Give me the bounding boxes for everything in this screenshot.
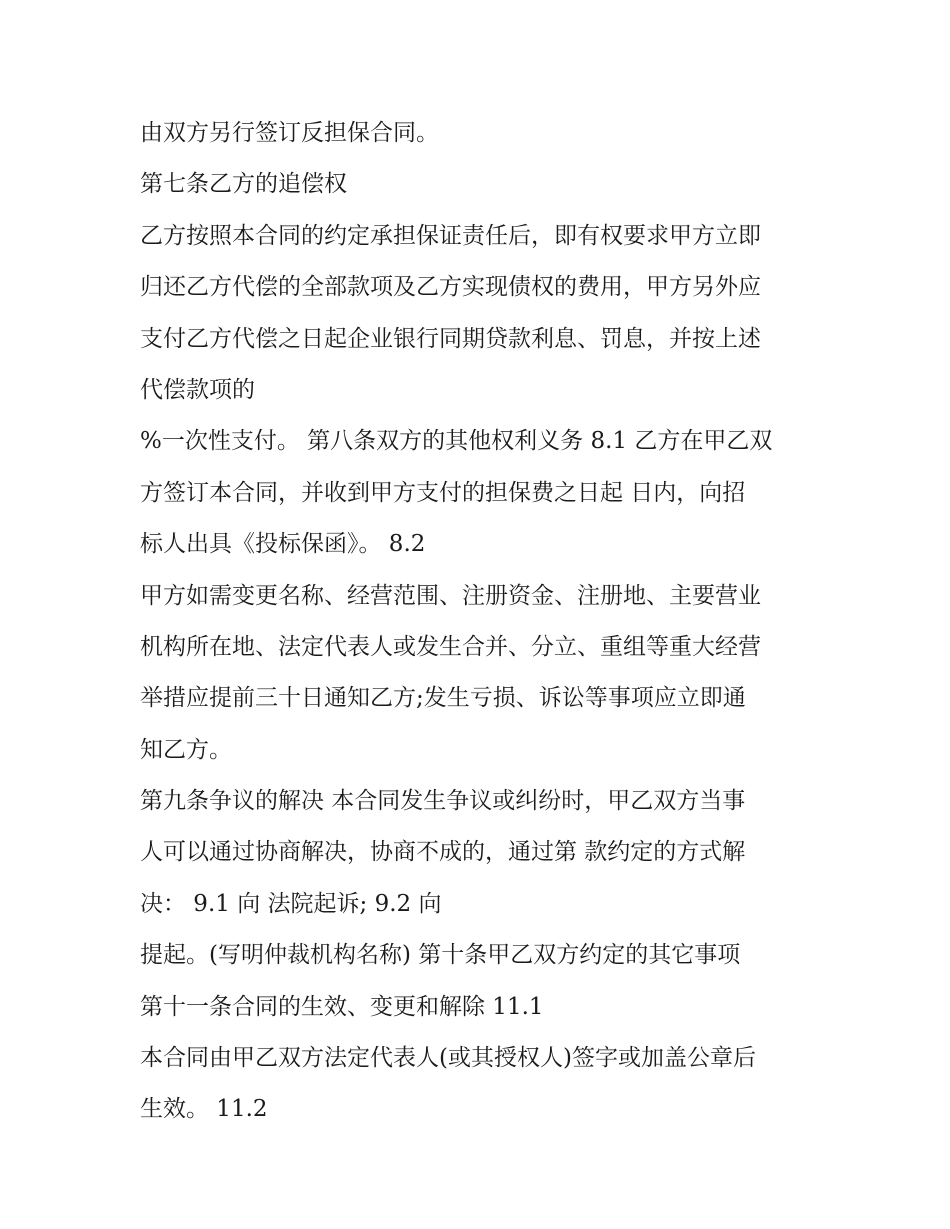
text-line: 决： 9.1 向 法院起诉; 9.2 向 — [140, 890, 442, 917]
text-line: 甲方如需变更名称、经营范围、注册资金、注册地、主要营业 — [140, 582, 761, 609]
text-line: 机构所在地、法定代表人或发生合并、分立、重组等重大经营 — [140, 633, 761, 660]
text-line: 人可以通过协商解决，协商不成的，通过第 款约定的方式解 — [140, 839, 746, 866]
text-line: 乙方按照本合同的约定承担保证责任后，即有权要求甲方立即 — [140, 222, 761, 249]
section-heading: 第七条乙方的追偿权 — [140, 171, 347, 198]
text-line: 本合同由甲乙双方法定代表人(或其授权人)签字或加盖公章后 — [140, 1045, 756, 1072]
text-line: 提起。(写明仲裁机构名称) 第十条甲乙双方约定的其它事项 — [140, 942, 741, 969]
text-line: 标人出具《投标保函》。 8.2 — [140, 531, 426, 558]
text-line: 第九条争议的解决 本合同发生争议或纠纷时，甲乙双方当事 — [140, 788, 746, 815]
text-line: 归还乙方代偿的全部款项及乙方实现债权的费用，甲方另外应 — [140, 274, 761, 301]
text-line: 由双方另行签订反担保合同。 — [140, 120, 439, 146]
text-line: %一次性支付。 第八条双方的其他权利义务 8.1 乙方在甲乙双 — [140, 428, 773, 455]
text-line: 支付乙方代偿之日起企业银行同期贷款利息、罚息，并按上述 — [140, 325, 761, 352]
text-line: 生效。 11.2 — [140, 1096, 268, 1123]
text-line: 代偿款项的 — [140, 376, 255, 403]
text-line: 知乙方。 — [140, 736, 232, 763]
text-line: 方签订本合同，并收到甲方支付的担保费之日起 日内，向招 — [140, 479, 746, 506]
section-heading: 第十一条合同的生效、变更和解除 11.1 — [140, 993, 544, 1020]
contract-text — [140, 108, 830, 1136]
text-line: 举措应提前三十日通知乙方;发生亏损、诉讼等事项应立即通 — [140, 685, 746, 712]
